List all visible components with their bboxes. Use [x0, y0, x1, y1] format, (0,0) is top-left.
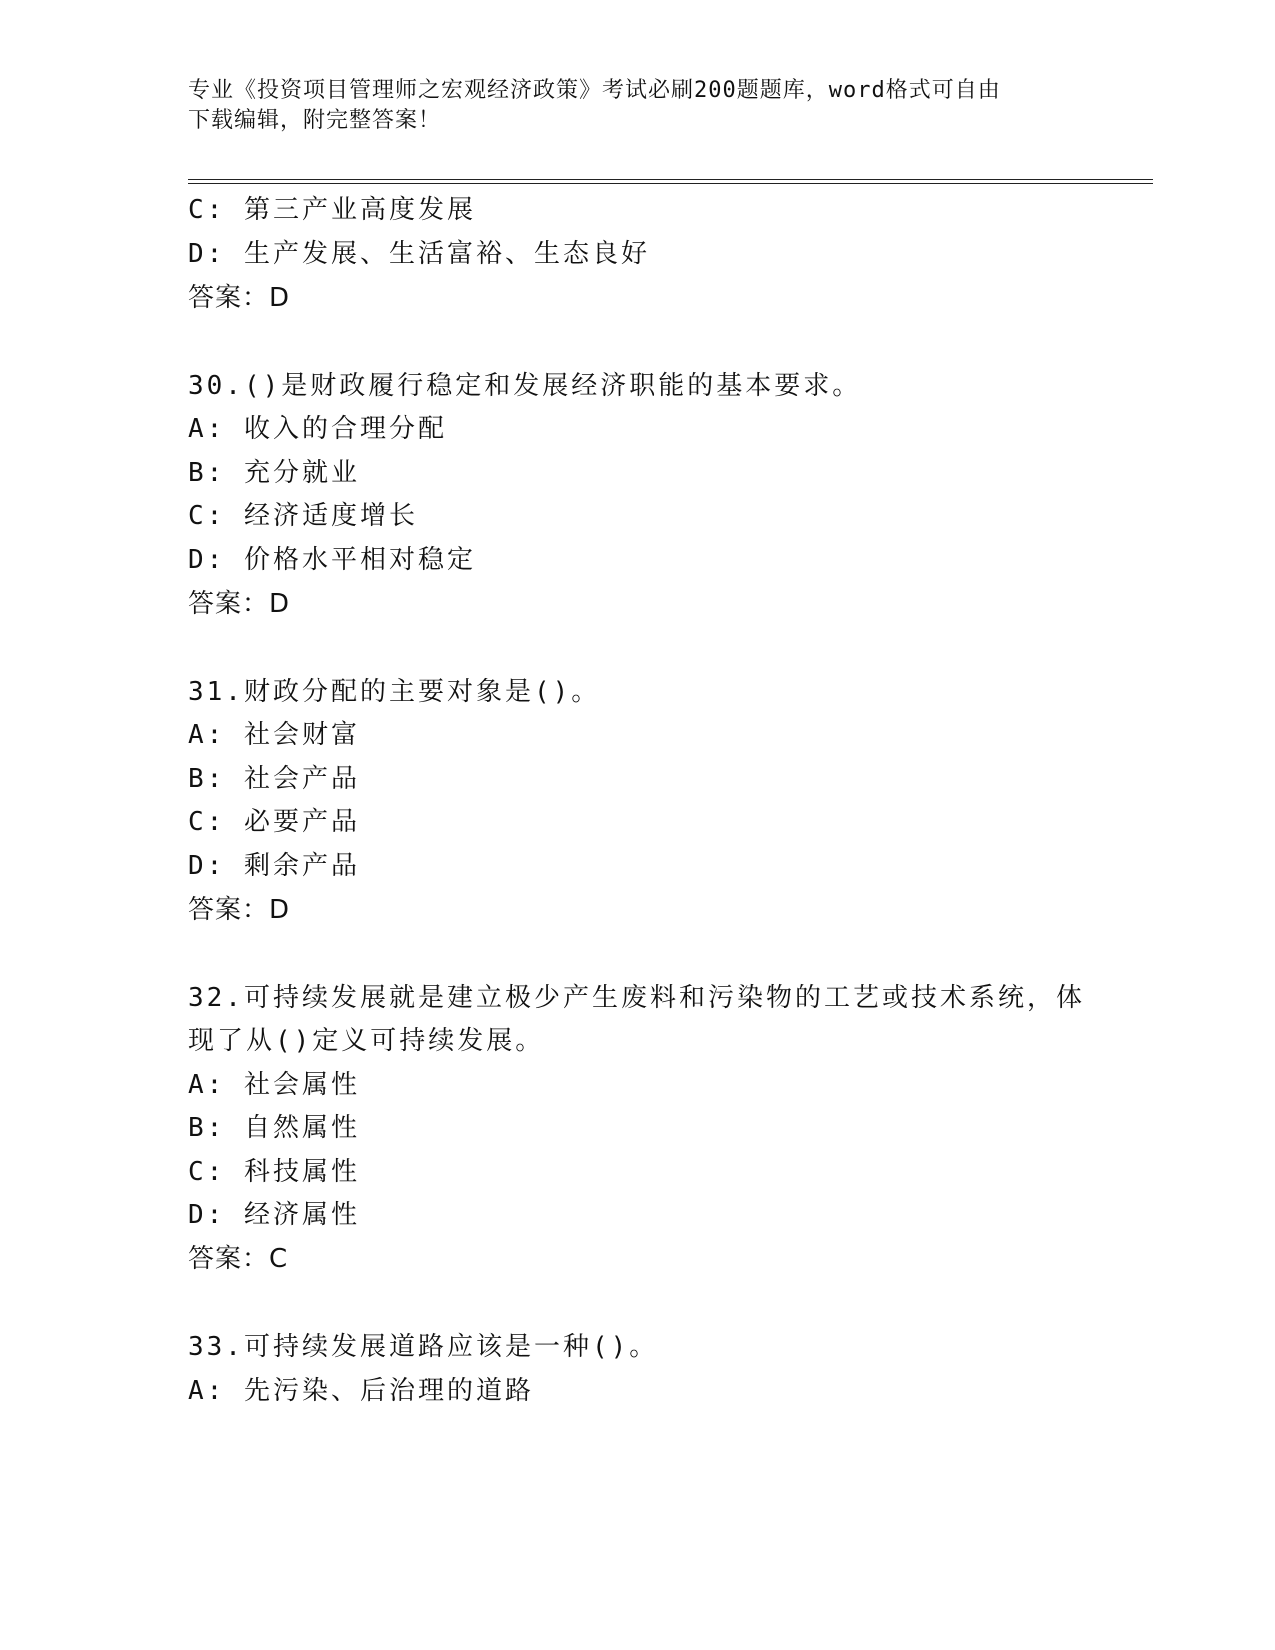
header-divider: [188, 179, 1153, 184]
carryover-option-d: D: 生产发展、生活富裕、生态良好: [188, 239, 650, 269]
q32-option-a: A: 社会属性: [188, 1070, 360, 1100]
q32-option-c: C: 科技属性: [188, 1157, 360, 1187]
q30-option-b: B: 充分就业: [188, 458, 360, 488]
q30-option-c: C: 经济适度增长: [188, 501, 418, 531]
q30-option-a: A: 收入的合理分配: [188, 414, 447, 444]
q30-option-d: D: 价格水平相对稳定: [188, 545, 476, 575]
q31-option-b: B: 社会产品: [188, 764, 360, 794]
document-header: [188, 76, 1068, 136]
q31-option-a: A: 社会财富: [188, 720, 360, 750]
q32-answer: 答案：C: [188, 1244, 289, 1274]
q32-stem-line-2: 现了从()定义可持续发展。: [188, 1026, 545, 1056]
carryover-option-c: C: 第三产业高度发展: [188, 195, 476, 225]
q31-stem: 31.财政分配的主要对象是()。: [188, 677, 601, 707]
q32-option-d: D: 经济属性: [188, 1200, 360, 1230]
q31-answer: 答案：D: [188, 895, 291, 925]
q30-answer: 答案：D: [188, 589, 291, 619]
q32-option-b: B: 自然属性: [188, 1113, 360, 1143]
q31-option-d: D: 剩余产品: [188, 851, 360, 881]
q31-option-c: C: 必要产品: [188, 807, 360, 837]
q33-option-a: A: 先污染、后治理的道路: [188, 1376, 534, 1406]
q30-stem: 30.()是财政履行稳定和发展经济职能的基本要求。: [188, 371, 862, 401]
q32-stem-line-1: 32.可持续发展就是建立极少产生废料和污染物的工艺或技术系统，体: [188, 983, 1085, 1013]
header-intro-line-1: 专业《投资项目管理师之宏观经济政策》考试必刷200题题库，word格式可自由: [188, 78, 1001, 103]
q33-stem: 33.可持续发展道路应该是一种()。: [188, 1332, 659, 1362]
header-intro-line-2: 下载编辑，附完整答案！: [188, 108, 442, 133]
carryover-answer: 答案：D: [188, 283, 291, 313]
